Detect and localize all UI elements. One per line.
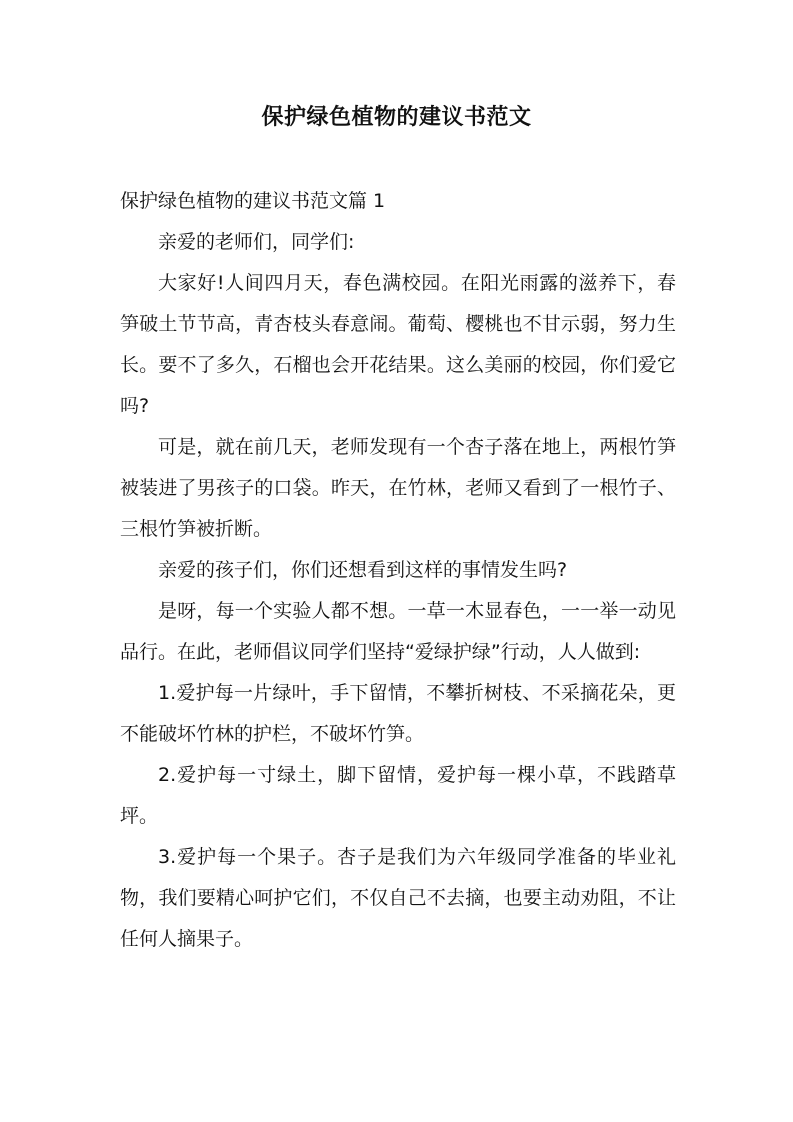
- paragraph-question: 亲爱的孩子们，你们还想看到这样的事情发生吗?: [158, 559, 568, 581]
- document-title: 保护绿色植物的建议书范文: [261, 105, 532, 130]
- paragraph-item-3: 3.爱护每一个果子。杏子是我们为六年级同学准备的毕业礼物，我们要精心呵护它们，不仅自己不去摘，也要主动劝阻，不让任何人摘果子。: [120, 846, 676, 950]
- paragraph-intro: 大家好!人间四月天，春色满校园。在阳光雨露的滋养下，春笋破土节节高，青杏枝头春意闹。葡萄、樱桃也不甘示弱，努力生长。要不了多久，石榴也会开花结果。这么美丽的校园，你们爱它吗?: [120, 272, 676, 417]
- paragraph-item-1: 1.爱护每一片绿叶，手下留情，不攀折树枝、不采摘花朵，更不能破坏竹林的护栏，不破坏竹笋。: [120, 682, 676, 745]
- paragraph-item-2: 2.爱护每一寸绿土，脚下留情，爱护每一棵小草，不践踏草坪。: [120, 764, 676, 827]
- paragraph-appeal: 是呀，每一个实验人都不想。一草一木显春色，一一举一动见品行。在此，老师倡议同学们坚持“爱绿护绿”行动，人人做到:: [120, 600, 676, 663]
- section-heading: 保护绿色植物的建议书范文篇 1: [120, 190, 386, 212]
- paragraph-greeting: 亲爱的老师们，同学们:: [158, 231, 355, 253]
- paragraph-incident: 可是，就在前几天，老师发现有一个杏子落在地上，两根竹笋被装进了男孩子的口袋。昨天，在竹林，老师又看到了一根竹子、三根竹笋被折断。: [120, 436, 676, 540]
- document-body: [120, 181, 676, 960]
